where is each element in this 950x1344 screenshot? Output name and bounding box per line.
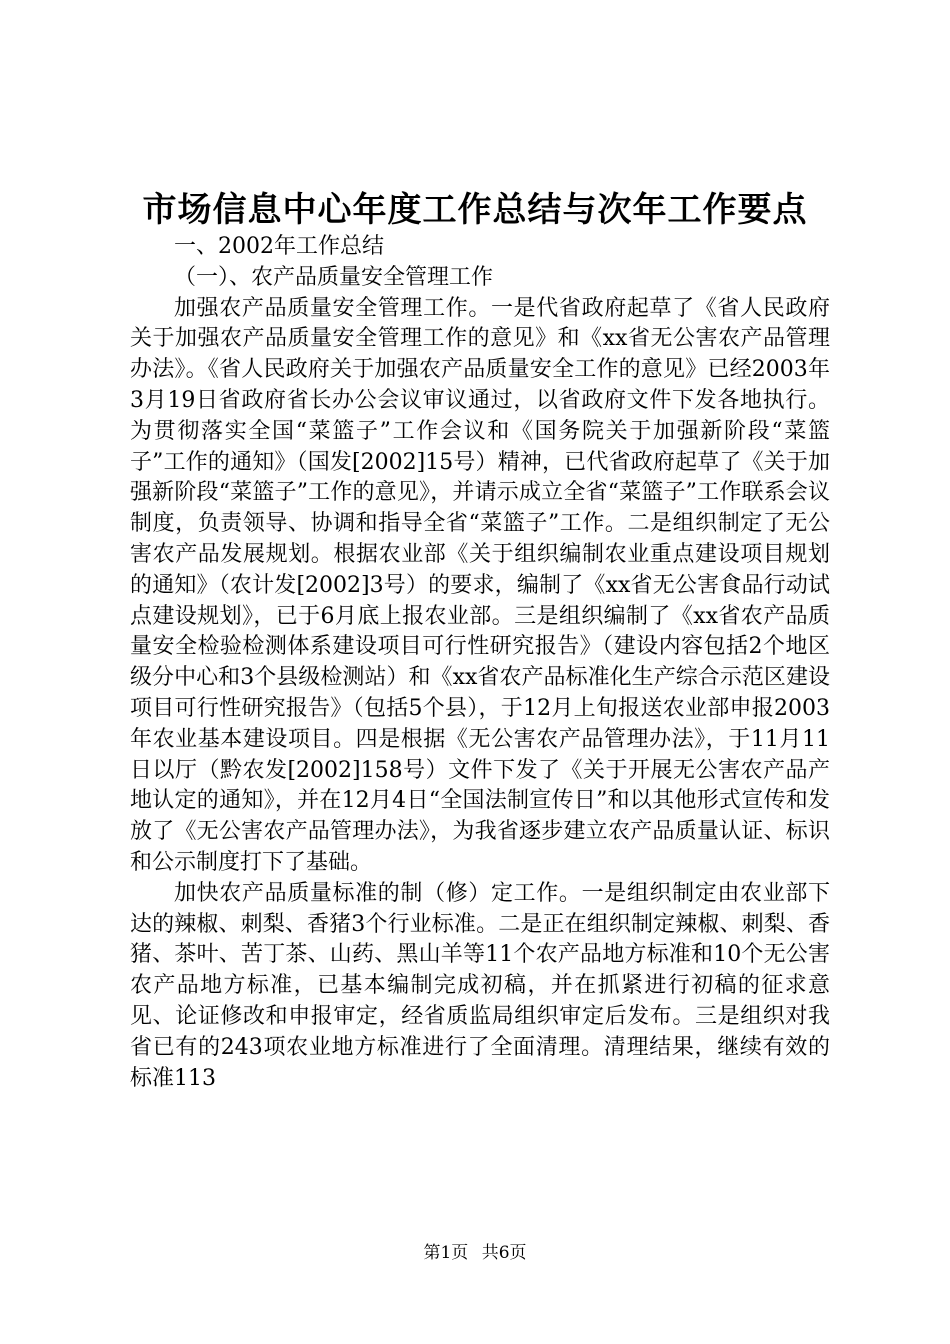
page-footer (0, 1238, 950, 1268)
page-number: 第1页 (423, 1243, 469, 1263)
section-heading: 一、2002年工作总结 (174, 234, 384, 259)
document-body (130, 232, 830, 1094)
paragraph: 加快农产品质量标准的制（修）定工作。一是组织制定由农业部下达的辣椒、刺梨、香猪3个行业标准。二是正在组织制定辣椒、刺梨、香猪、茶叶、苦丁茶、山药、黑山羊等11个农产品地方标准和10个无公害农产品地方标准，已基本编制完成初稿，并在抓紧进行初稿的征求意见、论证修改和申报审定，经省质监局组织审定后发布。三是组织对我省已有的243项农业地方标准进行了全面清理。清理结果，继续有效的标准113 (130, 880, 830, 1091)
document-title: 市场信息中心年度工作总结与次年工作要点 (142, 190, 808, 230)
paragraph: 加强农产品质量安全管理工作。一是代省政府起草了《省人民政府关于加强农产品质量安全管理工作的意见》和《xx省无公害农产品管理办法》。《省人民政府关于加强农产品质量安全工作的意见》已经2003年3月19日省政府省长办公会议审议通过，以省政府文件下发各地执行。为贯彻落实全国“菜篮子”工作会议和《国务院关于加强新阶段“菜篮子”工作的通知》（国发[2002]15号）精神，已代省政府起草了《关于加强新阶段“菜篮子”工作的意见》，并请示成立全省“菜篮子”工作联系会议制度，负责领导、协调和指导全省“菜篮子”工作。二是组织制定了无公害农产品发展规划。根据农业部《关于组织编制农业重点建设项目规划的通知》（农计发[2002]3号）的要求，编制了《xx省无公害食品行动试点建设规划》，已于6月底上报农业部。三是组织编制了《xx省农产品质量安全检验检测体系建设项目可行性研究报告》（建设内容包括2个地区级分中心和3个县级检测站）和《xx省农产品标准化生产综合示范区建设项目可行性研究报告》（包括5个县），于12月上旬报送农业部申报2003年农业基本建设项目。四是根据《无公害农产品管理办法》，于11月11日以厅（黔农发[2002]158号）文件下发了《关于开展无公害农产品产地认定的通知》，并在12月4日“全国法制宣传日”和以其他形式宣传和发放了《无公害农产品管理办法》，为我省逐步建立农产品质量认证、标识和公示制度打下了基础。 (130, 295, 830, 875)
page-total: 共6页 (481, 1243, 527, 1263)
subsection-heading: （一）、农产品质量安全管理工作 (174, 264, 494, 290)
